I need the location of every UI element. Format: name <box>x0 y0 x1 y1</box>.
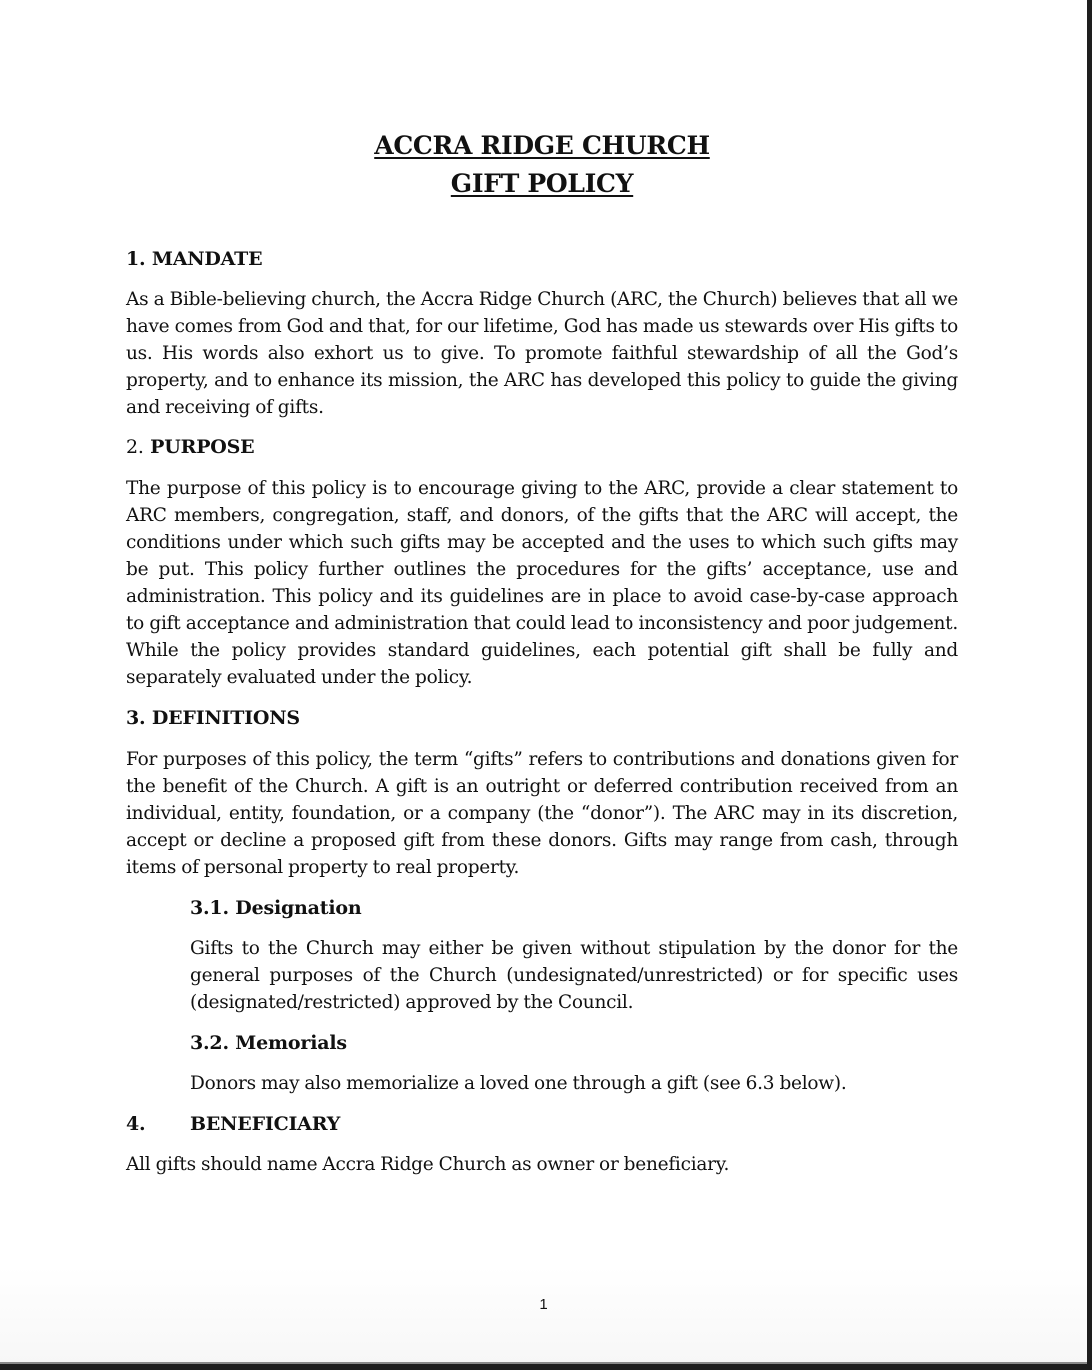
section-title: BENEFICIARY <box>190 1113 341 1135</box>
page-number: 1 <box>539 1296 548 1313</box>
document-title <box>126 127 958 203</box>
section-body: The purpose of this policy is to encourage giving to the ARC, provide a clear statement to ARC members, congregation, staff, and donors, of the gifts that the ARC will accept, the conditions under which such gifts may be accepted and the uses to which such gifts may be put. This policy further outlines the procedures for the gifts’ acceptance, use and administration. This policy and its guidelines are in place to avoid case-by-case approach to gift acceptance and administration that could lead to inconsistency and poor judgement. While the policy provides standard guidelines, each potential gift shall be fully and separately evaluated under the policy. <box>126 478 958 688</box>
subsection-heading <box>190 1029 958 1057</box>
section-number: 2. <box>126 436 144 458</box>
section-heading <box>126 245 958 273</box>
subsection-number: 3.2. <box>190 1032 229 1054</box>
section-body: For purposes of this policy, the term “gifts” refers to contributions and donations given for the benefit of the Church. A gift is an outright or deferred contribution received from an individual, entity, foundation, or a company (the “donor”). The ARC may in its discretion, accept or decline a proposed gift from these donors. Gifts may range from cash, through items of personal property to real property. <box>126 749 958 878</box>
section-body: As a Bible-believing church, the Accra Ridge Church (ARC, the Church) believes that all we have comes from God and that, for our lifetime, God has made us stewards over His gifts to us. His words also exhort us to give. To promote faithful stewardship of all the God’s property, and to enhance its mission, the ARC has developed this policy to guide the giving and receiving of gifts. <box>126 289 958 418</box>
section-heading <box>126 1110 958 1138</box>
section-definitions <box>126 704 958 1097</box>
section-title: PURPOSE <box>150 436 255 458</box>
section-beneficiary <box>126 1110 958 1178</box>
section-number: 3. <box>126 707 146 729</box>
subsection-title: Designation <box>235 897 362 919</box>
section-heading <box>126 433 958 461</box>
document-content <box>126 127 958 1178</box>
subsection-body: Gifts to the Church may either be given without stipulation by the donor for the general purposes of the Church (undesignated/unrestricted) or for specific uses (designated/restricted) approved by the Council. <box>190 938 958 1013</box>
title-line-2: GIFT POLICY <box>450 169 634 198</box>
subsection-body: Donors may also memorialize a loved one through a gift (see 6.3 below). <box>190 1073 847 1094</box>
section-purpose <box>126 433 958 691</box>
subsection-memorials <box>190 1029 958 1097</box>
subsection-designation <box>190 894 958 1016</box>
section-number: 4. <box>126 1113 146 1135</box>
title-line-1: ACCRA RIDGE CHURCH <box>374 131 710 160</box>
section-heading <box>126 704 958 732</box>
section-title: DEFINITIONS <box>151 707 300 729</box>
section-number: 1. <box>126 248 146 270</box>
section-body: All gifts should name Accra Ridge Church as owner or beneficiary. <box>126 1154 730 1175</box>
section-mandate <box>126 245 958 421</box>
subsection-number: 3.1. <box>190 897 229 919</box>
section-title: MANDATE <box>151 248 263 270</box>
subsection-heading <box>190 894 958 922</box>
subsection-title: Memorials <box>235 1032 347 1054</box>
